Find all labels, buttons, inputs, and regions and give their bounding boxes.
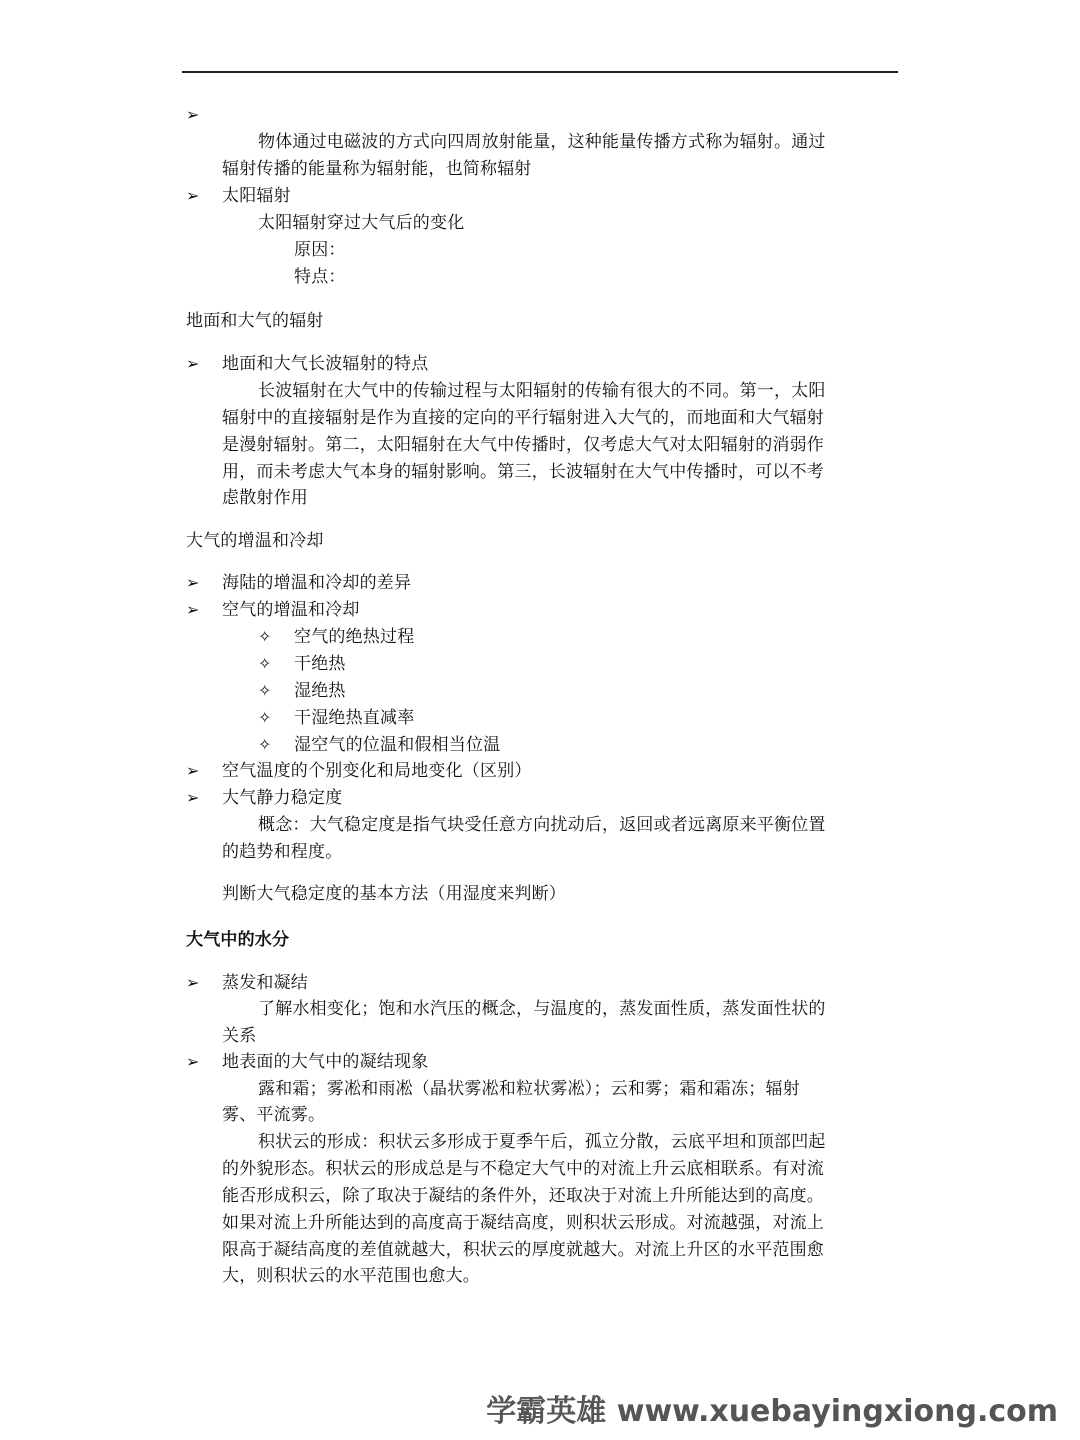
arrow-bullet-icon: ➢ [186, 761, 200, 780]
body-line: 概念：大气稳定度是指气块受任意方向扰动后，返回或者远离原来平衡位置 [258, 815, 826, 835]
sub-item-label: 空气的绝热过程 [294, 627, 415, 647]
list-item-label: 地表面的大气中的凝结现象 [222, 1052, 429, 1072]
body-line: 大，则积状云的水平范围也愈大。 [222, 1266, 480, 1286]
list-item-label: 海陆的增温和冷却的差异 [222, 573, 412, 593]
body-line: 特点： [294, 267, 346, 287]
body-line: 雾、平流雾。 [222, 1105, 326, 1125]
arrow-bullet-icon: ➢ [186, 354, 200, 373]
arrow-bullet-icon: ➢ [186, 788, 200, 807]
diamond-bullet-icon: ✧ [258, 654, 272, 673]
body-line: 太阳辐射穿过大气后的变化 [258, 213, 465, 233]
body-line: 辐射传播的能量称为辐射能，也简称辐射 [222, 159, 532, 179]
sub-item-label: 湿空气的位温和假相当位温 [294, 735, 501, 755]
body-line: 长波辐射在大气中的传输过程与太阳辐射的传输有很大的不同。第一，太阳 [258, 381, 826, 401]
sub-item-label: 干湿绝热直减率 [294, 708, 415, 728]
body-line: 辐射中的直接辐射是作为直接的定向的平行辐射进入大气的，而地面和大气辐射 [222, 408, 824, 428]
body-line: 的外貌形态。积状云的形成总是与不稳定大气中的对流上升云底相联系。有对流 [222, 1159, 824, 1179]
list-item-label: 蒸发和凝结 [222, 973, 308, 993]
diamond-bullet-icon: ✧ [258, 735, 272, 754]
section-heading: 地面和大气的辐射 [186, 311, 324, 331]
diamond-bullet-icon: ✧ [258, 681, 272, 700]
list-item-label: 大气静力稳定度 [222, 788, 343, 808]
arrow-bullet-icon: ➢ [186, 1052, 200, 1071]
body-line: 原因： [294, 240, 346, 260]
header-rule [182, 71, 898, 73]
body-line: 积状云的形成：积状云多形成于夏季午后，孤立分散，云底平坦和顶部凹起 [258, 1132, 826, 1152]
body-line: 物体通过电磁波的方式向四周放射能量，这种能量传播方式称为辐射。通过 [258, 132, 826, 152]
body-line: 如果对流上升所能达到的高度高于凝结高度，则积状云形成。对流越强，对流上 [222, 1213, 824, 1233]
body-line: 能否形成积云，除了取决于凝结的条件外，还取决于对流上升所能达到的高度。 [222, 1186, 824, 1206]
arrow-bullet-icon: ➢ [186, 973, 200, 992]
body-line: 的趋势和程度。 [222, 842, 343, 862]
body-line: 判断大气稳定度的基本方法（用湿度来判断） [222, 884, 566, 904]
arrow-bullet-icon: ➢ [186, 600, 200, 619]
arrow-bullet-icon: ➢ [186, 186, 200, 205]
list-item-label: 空气的增温和冷却 [222, 600, 360, 620]
body-line: 虑散射作用 [222, 488, 308, 508]
list-item-label: 空气温度的个别变化和局地变化（区别） [222, 761, 532, 781]
body-line: 了解水相变化；饱和水汽压的概念，与温度的，蒸发面性质，蒸发面性状的 [258, 999, 826, 1019]
section-heading: 大气的增温和冷却 [186, 531, 324, 551]
arrow-bullet-icon: ➢ [186, 105, 200, 124]
sub-item-label: 湿绝热 [294, 681, 346, 701]
diamond-bullet-icon: ✧ [258, 708, 272, 727]
body-line: 限高于凝结高度的差值就越大，积状云的厚度就越大。对流上升区的水平范围愈 [222, 1240, 824, 1260]
body-line: 是漫射辐射。第二，太阳辐射在大气中传播时，仅考虑大气对太阳辐射的消弱作 [222, 435, 824, 455]
list-item-label: 太阳辐射 [222, 186, 291, 206]
body-line: 关系 [222, 1026, 257, 1046]
body-line: 用，而未考虑大气本身的辐射影响。第三，长波辐射在大气中传播时，可以不考 [222, 462, 824, 482]
diamond-bullet-icon: ✧ [258, 627, 272, 646]
section-heading-bold: 大气中的水分 [186, 930, 290, 950]
list-item-label: 地面和大气长波辐射的特点 [222, 354, 429, 374]
sub-item-label: 干绝热 [294, 654, 346, 674]
arrow-bullet-icon: ➢ [186, 573, 200, 592]
footer-watermark: 学霸英雄 www.xuebayingxiong.com [486, 1394, 1058, 1429]
body-line: 露和霜；雾凇和雨凇（晶状雾凇和粒状雾凇）；云和雾；霜和霜冻；辐射 [258, 1079, 800, 1099]
